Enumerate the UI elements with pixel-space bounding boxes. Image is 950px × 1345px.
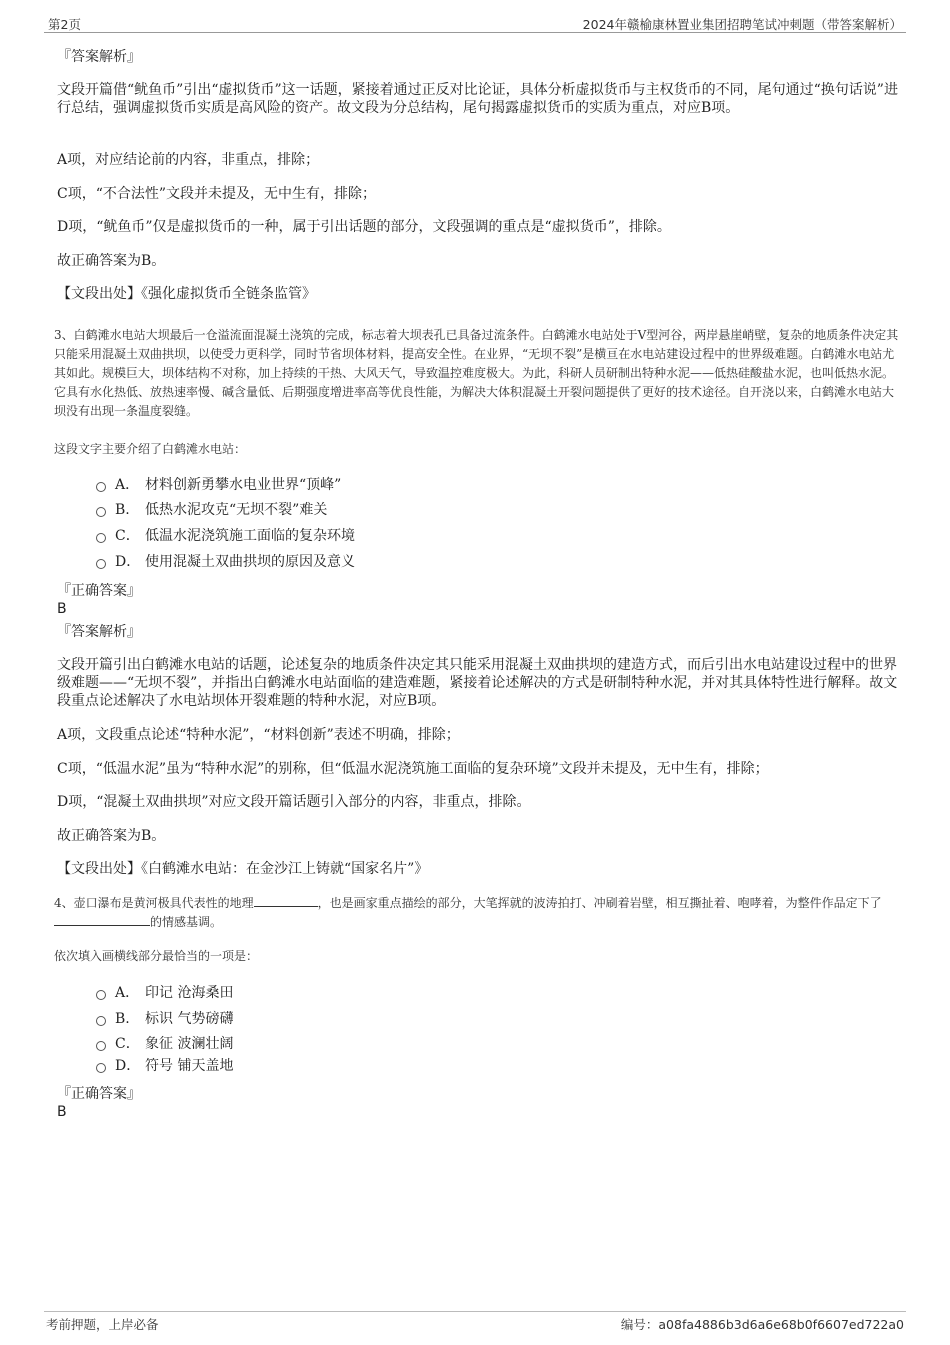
option-letter: A． [115, 477, 140, 493]
document-title: 2024年赣榆康林置业集团招聘笔试冲刺题（带答案解析） [582, 17, 902, 32]
option-text: 使用混凝土双曲拱坝的原因及意义 [145, 554, 355, 570]
q2-option-d-analysis: D项，“鱿鱼币”仅是虚拟货币的一种，属于引出话题的部分，文段强调的重点是“虚拟货币”，排除。 [57, 219, 671, 235]
q4-answer: B [57, 1104, 67, 1120]
q4-option-c[interactable] [96, 1035, 233, 1053]
q3-option-d[interactable] [96, 553, 355, 571]
radio-icon[interactable] [96, 507, 106, 517]
option-letter: A． [115, 985, 140, 1001]
q4-option-a[interactable] [96, 984, 233, 1002]
q2-conclusion: 故正确答案为B。 [57, 253, 166, 269]
option-text: 低热水泥攻克“无坝不裂”难关 [145, 502, 328, 518]
radio-icon[interactable] [96, 533, 106, 543]
option-text: 低温水泥浇筑施工面临的复杂环境 [145, 528, 355, 544]
option-letter: B. [115, 502, 130, 518]
option-letter: C． [115, 1036, 140, 1052]
q3-stem: 3、白鹤滩水电站大坝最后一仓溢流面混凝土浇筑的完成，标志着大坝表孔已具备过流条件。白鹤滩水电站处于V型河谷，两岸悬崖峭壁，复杂的地质条件决定其只能采用混凝土双曲拱坝，以使受力更科学，同时节省坝体材料，提高安全性。在业界，“无坝不裂”是横亘在水电站建设过程中的世界级难题。白鹤滩水电站尤其如此。规模巨大，坝体结构不对称，加上持续的干热、大风天气，导致温控难度极大。为此，科研人员研制出特种水泥——低热硅酸盐水泥，也叫低热水泥。它具有水化热低、放热速率慢、碱含量低、后期强度增进率高等优良性能，为解决大体积混凝土开裂问题提供了更好的技术途径。自开浇以来，白鹤滩水电站大坝没有出现一条温度裂缝。 [54, 328, 899, 418]
option-letter: C． [115, 528, 140, 544]
radio-icon[interactable] [96, 482, 106, 492]
q2-source: 【文段出处】《强化虚拟货币全链条监管》 [57, 286, 316, 302]
q4-option-b[interactable] [96, 1010, 233, 1028]
option-text: 象征 波澜壮阔 [145, 1036, 234, 1052]
q3-answer-label: 『正确答案』 [57, 583, 141, 599]
q4-option-d[interactable] [96, 1057, 233, 1075]
q3-option-c[interactable] [96, 527, 355, 545]
q3-option-a-analysis: A项，文段重点论述“特种水泥”，“材料创新”表述不明确，排除； [57, 727, 460, 743]
q3-conclusion: 故正确答案为B。 [57, 828, 166, 844]
option-letter: D． [115, 1058, 141, 1074]
q3-prompt: 这段文字主要介绍了白鹤滩水电站： [54, 442, 247, 456]
q4-stem [54, 894, 902, 932]
radio-icon[interactable] [96, 559, 106, 569]
q3-answer: B [57, 601, 67, 617]
q4-stem-part2: ，也是画家重点描绘的部分，大笔挥就的波涛拍打、冲刷着岩壁，相互撕扯着、咆哮着，为整件作品定下了 [317, 896, 882, 910]
q3-source: 【文段出处】《白鹤滩水电站：在金沙江上铸就“国家名片”》 [57, 861, 429, 877]
q4-stem-part3: 的情感基调。 [150, 915, 223, 929]
q3-option-c-analysis: C项，“低温水泥”虽为“特种水泥”的别称，但“低温水泥浇筑施工面临的复杂环境”文段并未提及，无中生有，排除； [57, 761, 769, 777]
q2-option-c-analysis: C项，“不合法性”文段并未提及，无中生有，排除； [57, 186, 377, 202]
fill-blank-2[interactable] [54, 913, 150, 926]
option-text: 材料创新勇攀水电业世界“顶峰” [145, 477, 342, 493]
option-letter: B. [115, 1011, 130, 1027]
q2-option-a-analysis: A项，对应结论前的内容，非重点，排除； [57, 152, 320, 168]
q3-analysis-text: 文段开篇引出白鹤滩水电站的话题，论述复杂的地质条件决定其只能采用混凝土双曲拱坝的建造方式，而后引出水电站建设过程中的世界级难题——“无坝不裂”，并指出白鹤滩水电站面临的建造难题，紧接着论述解决的方式是研制特种水泥，并对其具体特性进行解释。故文段重点论述解决了水电站坝体开裂难题的特种水泥，对应B项。 [57, 657, 898, 709]
radio-icon[interactable] [96, 1041, 106, 1051]
q3-analysis-label: 『答案解析』 [57, 624, 141, 640]
option-text: 标识 气势磅礴 [145, 1011, 234, 1027]
page-header [44, 14, 906, 33]
footer-serial: 编号：a08fa4886b3d6a6e68b0f6607ed722a0 [620, 1317, 904, 1332]
q4-prompt: 依次填入画横线部分最恰当的一项是： [54, 949, 259, 963]
page-number: 第2页 [48, 17, 81, 32]
radio-icon[interactable] [96, 990, 106, 1000]
fill-blank-1[interactable] [254, 894, 318, 907]
q4-answer-label: 『正确答案』 [57, 1086, 141, 1102]
footer-slogan: 考前押题，上岸必备 [46, 1317, 159, 1332]
option-letter: D． [115, 554, 141, 570]
q2-analysis-label: 『答案解析』 [57, 49, 141, 65]
radio-icon[interactable] [96, 1016, 106, 1026]
page-footer [44, 1311, 906, 1336]
option-text: 印记 沧海桑田 [145, 985, 234, 1001]
q2-analysis-text: 文段开篇借“鱿鱼币”引出“虚拟货币”这一话题，紧接着通过正反对比论证，具体分析虚拟货币与主权货币的不同，尾句通过“换句话说”进行总结，强调虚拟货币实质是高风险的资产。故文段为分总结构，尾句揭露虚拟货币的实质为重点，对应B项。 [57, 82, 898, 116]
radio-icon[interactable] [96, 1063, 106, 1073]
q3-option-d-analysis: D项，“混凝土双曲拱坝”对应文段开篇话题引入部分的内容，非重点，排除。 [57, 794, 531, 810]
option-text: 符号 铺天盖地 [145, 1058, 234, 1074]
q4-stem-part1: 4、壶口瀑布是黄河极具代表性的地理 [54, 896, 254, 910]
q3-option-a[interactable] [96, 476, 341, 494]
q3-option-b[interactable] [96, 501, 327, 519]
